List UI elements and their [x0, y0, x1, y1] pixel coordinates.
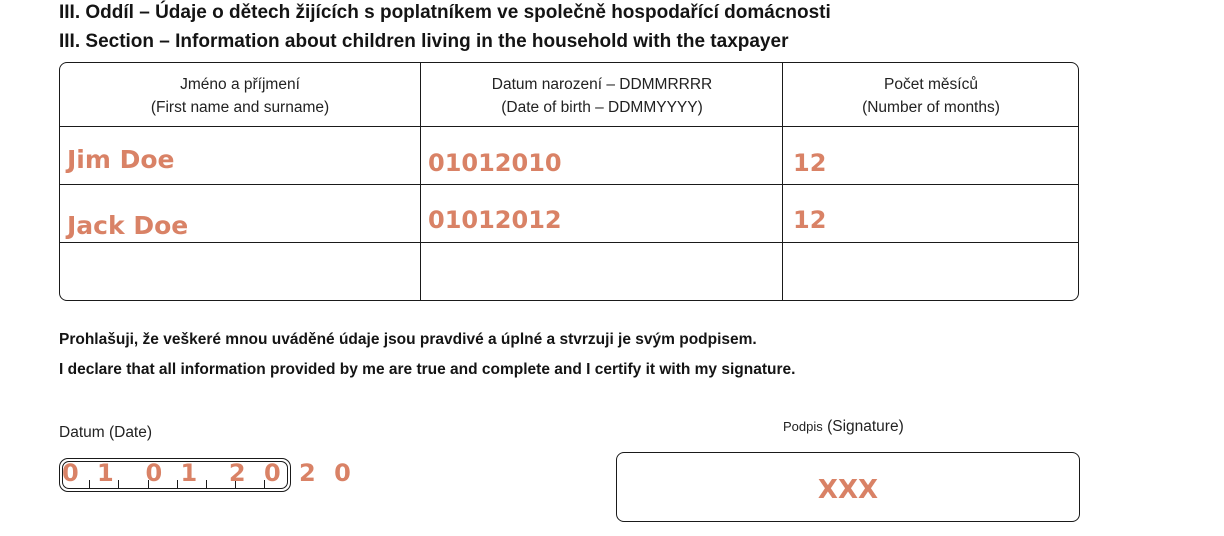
child-dob-field[interactable]: 01012010	[428, 149, 562, 177]
header-dob-line1: Datum narození – DDMMRRRR	[491, 76, 713, 93]
child-months-field[interactable]: 12	[793, 206, 827, 234]
header-name	[60, 73, 420, 119]
header-name-line1: Jméno a příjmení	[180, 76, 300, 93]
children-table	[59, 62, 1079, 301]
section-title-cz: III. Oddíl – Údaje o dětech žijících s poplatníkem ve společně hospodařící domácnosti	[59, 2, 831, 23]
declaration-en: I declare that all information provided by me are true and complete and I certify it with my signature.	[59, 361, 796, 378]
signature-value: XXX	[817, 475, 879, 505]
column-divider	[782, 63, 783, 300]
row-divider	[60, 184, 1078, 185]
child-dob-field[interactable]: 01012012	[428, 206, 562, 234]
header-months-line1: Počet měsíců	[884, 76, 978, 93]
child-months-field[interactable]: 12	[793, 149, 827, 177]
signature-label-cz: Podpis	[783, 419, 823, 434]
date-field[interactable]	[59, 458, 356, 492]
signature-label	[783, 418, 904, 436]
header-dob	[422, 73, 782, 119]
date-label: Datum (Date)	[59, 424, 153, 441]
row-divider	[60, 126, 1078, 127]
declaration-cz: Prohlašuji, že veškeré mnou uváděné údaje jsou pravdivé a úplné a stvrzuji je svým podpisem.	[59, 331, 757, 348]
date-value: 0 1 0 1 2 0 2 0	[62, 459, 356, 487]
header-months-line2: (Number of months)	[862, 99, 1000, 116]
column-divider	[420, 63, 421, 300]
header-months	[784, 73, 1078, 119]
row-divider	[60, 242, 1078, 243]
child-name-field[interactable]: Jack Doe	[67, 211, 189, 240]
section-title-en: III. Section – Information about children living in the household with the taxpayer	[59, 31, 789, 52]
header-dob-line2: (Date of birth – DDMMYYYY)	[501, 99, 703, 116]
header-name-line2: (First name and surname)	[150, 99, 330, 116]
child-name-field[interactable]: Jim Doe	[67, 145, 175, 174]
signature-field[interactable]	[616, 452, 1080, 522]
signature-label-en: (Signature)	[827, 418, 904, 435]
